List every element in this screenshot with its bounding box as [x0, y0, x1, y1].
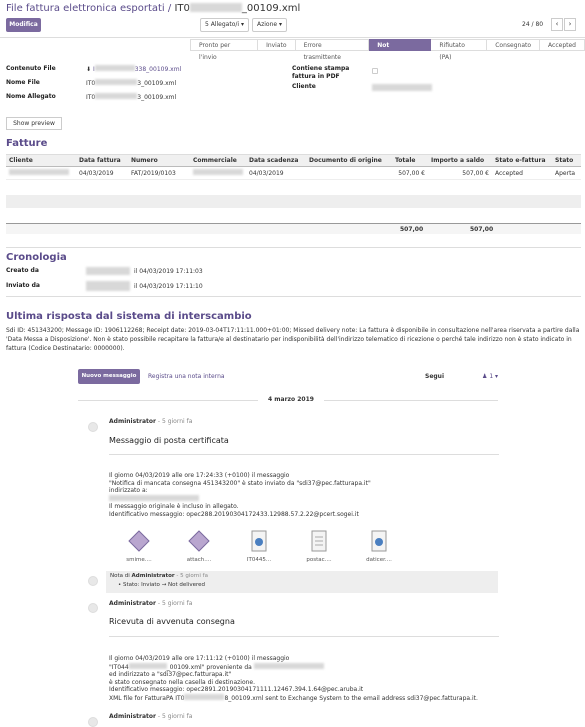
contenuto-file-end[interactable]: 338_00109.xml	[134, 66, 182, 73]
redacted-block	[95, 65, 135, 71]
cliente-value[interactable]	[372, 84, 432, 91]
status-inviato[interactable]: Inviato	[258, 39, 296, 51]
col-totale[interactable]: Totale	[392, 155, 428, 167]
cell-documento	[306, 167, 392, 180]
breadcrumb-current-end: _00109.xml	[241, 3, 301, 14]
col-data-fattura[interactable]: Data fattura	[76, 155, 128, 167]
new-message-button[interactable]: Nuovo messaggio	[78, 369, 140, 384]
divider	[6, 296, 581, 297]
table-row[interactable]	[6, 167, 581, 180]
pager-prev-button[interactable]: ‹	[551, 18, 563, 31]
breadcrumb-parent[interactable]: File fattura elettronica esportati	[6, 3, 165, 14]
breadcrumb-separator: /	[167, 3, 172, 14]
status-bar	[190, 39, 585, 61]
breadcrumb	[6, 3, 300, 14]
cronologia-title: Cronologia	[6, 252, 67, 263]
message-body: Il giorno 04/03/2019 alle ore 17:24:33 (+0100) il messaggio "Notifica di mancata consegna 451343200" è stato inviato da "sdi37@pec.fatturapa.it" indirizzato a: Il messaggio originale è incluso in allegato. Identificativo messaggio: opec288.20190304172433.12988.57.2.22@pcert.sogei.it	[109, 472, 371, 518]
attachment-item[interactable]: IT0445...	[244, 530, 274, 563]
attachment-item[interactable]: postac....	[304, 530, 334, 563]
file-icon	[248, 530, 270, 552]
breadcrumb-current-start: IT0	[174, 3, 190, 14]
nome-allegato-label: Nome Allegato	[6, 93, 56, 100]
message-header	[109, 418, 192, 425]
contenuto-file-value[interactable]	[86, 65, 181, 73]
cell-cliente	[6, 167, 76, 180]
status-errore[interactable]: Errore trasmittente	[296, 39, 370, 51]
header-divider	[0, 37, 585, 38]
empty-row	[6, 195, 581, 208]
col-stato[interactable]: Stato	[552, 155, 581, 167]
nome-file-label: Nome File	[6, 79, 40, 86]
ultima-risposta-text: Sdi ID: 451343200; Message ID: 1906112268; Receipt date: 2019-03-04T17:11:11.000+01:00; Missed delivery note: La fattura è disponibile in consultazione nell'area riservata a partire dalla 'Data Messa a Disposizione'. Non è stato possibile recapitare la fattura/e al destinatario per indisponibilità dell'indirizzo telematico di ricezione o perché tale indirizzo non è stato indicato in fattura (Codice Destinatario: 0000000).	[6, 327, 580, 352]
tracking-note: Nota di Administrator - 5 giorni fa • Stato: Inviato → Not delivered	[106, 571, 498, 593]
log-note-button[interactable]: Registra una nota interna	[148, 373, 225, 380]
message-title: Messaggio di posta certificata	[109, 436, 229, 445]
status-pronto[interactable]: Pronto per l'invio	[190, 39, 258, 51]
ultima-risposta-title: Ultima risposta dal sistema di interscambio	[6, 311, 252, 322]
attachments-list	[124, 530, 394, 563]
certificate-icon	[188, 530, 210, 552]
inviato-da-date: il 04/03/2019 17:11:10	[134, 283, 203, 290]
user-icon: ♟	[482, 373, 488, 380]
modify-button[interactable]: Modifica	[6, 18, 41, 32]
message-header	[109, 713, 192, 720]
file-icon	[368, 530, 390, 552]
show-preview-button[interactable]: Show preview	[6, 117, 62, 130]
status-rifiutato[interactable]: Rifiutato (PA)	[431, 39, 487, 51]
cliente-label: Cliente	[292, 83, 316, 90]
cell-totale: 507,00 €	[392, 167, 428, 180]
status-not-delivered[interactable]: Not delivered	[369, 39, 431, 51]
cell-saldo: 507,00 €	[428, 167, 492, 180]
sum-saldo: 507,00	[470, 226, 494, 233]
creato-da-label: Creato da	[6, 267, 39, 274]
attachments-dropdown[interactable]: 5 Allegato/i ▾	[200, 18, 249, 32]
avatar[interactable]	[88, 576, 98, 586]
col-data-scadenza[interactable]: Data scadenza	[246, 155, 306, 167]
status-consegnato[interactable]: Consegnato	[487, 39, 540, 51]
divider	[6, 247, 581, 248]
sum-totale: 507,00	[400, 226, 424, 233]
avatar[interactable]	[88, 603, 98, 613]
cell-data-scadenza: 04/03/2019	[246, 167, 306, 180]
avatar[interactable]	[88, 717, 98, 727]
redacted-block	[190, 3, 242, 12]
col-cliente[interactable]: Cliente	[6, 155, 76, 167]
message-date: - 5 giorni fa	[157, 418, 193, 425]
document-icon	[308, 530, 330, 552]
cell-stato-efattura: Accepted	[492, 167, 552, 180]
table-header-row	[6, 155, 581, 167]
action-dropdown[interactable]: Azione ▾	[252, 18, 287, 32]
col-commerciale[interactable]: Commerciale	[190, 155, 246, 167]
message-author[interactable]: Administrator	[109, 418, 156, 425]
download-icon: ⬇	[86, 66, 92, 73]
pager-next-button[interactable]: ›	[564, 18, 576, 31]
message-date: - 5 giorni fa	[157, 600, 193, 607]
note-author[interactable]: Administrator	[131, 573, 175, 579]
message-author[interactable]: Administrator	[109, 713, 156, 720]
certificate-icon	[128, 530, 150, 552]
message-date: - 5 giorni fa	[157, 713, 193, 720]
attachment-item[interactable]: smime....	[124, 530, 154, 563]
attachment-item[interactable]: attach....	[184, 530, 214, 563]
fatture-title: Fatture	[6, 138, 48, 149]
contenuto-file-label: Contenuto File	[6, 65, 56, 72]
cell-data-fattura: 04/03/2019	[76, 167, 128, 180]
inviato-da-label: Inviato da	[6, 282, 40, 289]
cell-stato: Aperta	[552, 167, 581, 180]
nome-file-value: IT0 3_00109.xml	[86, 80, 177, 87]
stampa-pdf-label: Contiene stampa fattura in PDF	[292, 65, 350, 80]
divider	[109, 454, 499, 455]
message-body: Il giorno 04/03/2019 alle ore 17:11:12 (+0100) il messaggio "IT044 _00109.xml" proveniente da ed indirizzato a "sdi37@pec.fatturapa.it" è stato consegnato nella casella di destinazione. Identificativo messaggio: opec2891.20190304171111.12467.394.1.64@pec.aruba.it XML file for FatturaPA IT0 8_00109.xml sent to Exchange System to the email address sdi37@pec.fatturapa.it.	[109, 655, 478, 702]
pager-value: 24 / 80	[522, 21, 544, 28]
inviato-da-user[interactable]	[86, 281, 130, 291]
tracking-change: Stato: Inviato → Not delivered	[123, 582, 205, 588]
divider	[109, 636, 499, 637]
nome-allegato-value: IT0 3_00109.xml	[86, 94, 177, 101]
col-numero[interactable]: Numero	[128, 155, 190, 167]
cell-commerciale	[190, 167, 246, 180]
message-title: Ricevuta di avvenuta consegna	[109, 617, 235, 626]
date-separator: 4 marzo 2019	[258, 396, 324, 403]
col-importo-saldo[interactable]: Importo a saldo	[428, 155, 492, 167]
message-header	[109, 600, 192, 607]
col-documento-origine[interactable]: Documento di origine	[306, 155, 392, 167]
col-stato-efattura[interactable]: Stato e-fattura	[492, 155, 552, 167]
fatture-table	[6, 154, 581, 180]
message-author[interactable]: Administrator	[109, 600, 156, 607]
attachment-item[interactable]: daticer....	[364, 530, 394, 563]
avatar[interactable]	[88, 422, 98, 432]
cell-numero: FAT/2019/0103	[128, 167, 190, 180]
creato-da-user[interactable]	[86, 267, 130, 275]
status-accepted[interactable]: Accepted	[540, 39, 585, 51]
follow-button[interactable]: Segui	[425, 373, 445, 380]
creato-da-date: il 04/03/2019 17:11:03	[134, 268, 203, 275]
followers-dropdown[interactable]: ♟ 1 ▾	[482, 373, 499, 380]
table-sum-row	[6, 223, 581, 234]
stampa-pdf-checkbox[interactable]	[372, 68, 378, 74]
